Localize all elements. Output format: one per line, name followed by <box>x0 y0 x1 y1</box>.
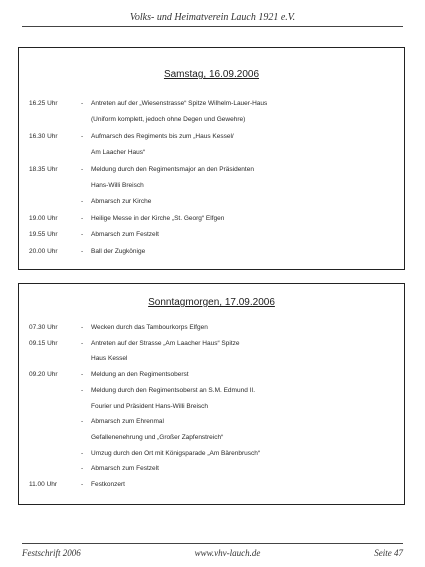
schedule-entry <box>29 227 398 243</box>
schedule-entry <box>29 178 398 194</box>
entry-text: Ball der Zugkönige <box>91 247 146 255</box>
entry-text: Festkonzert <box>91 481 125 489</box>
schedule-entry <box>29 430 398 446</box>
entry-text: Fourier und Präsident Hans-Willi Breisch <box>91 402 209 410</box>
entry-time: 16.30 Uhr <box>29 132 58 140</box>
entry-dash: - <box>81 324 84 331</box>
schedule-entry <box>29 244 398 260</box>
saturday-schedule-box <box>18 47 405 270</box>
schedule-entry <box>29 129 398 145</box>
entry-text: Wecken durch das Tambourkorps Elfgen <box>91 324 208 331</box>
schedule-entry <box>29 446 398 462</box>
entry-dash: - <box>81 100 84 107</box>
footer-publication: Festschrift 2006 <box>22 548 81 558</box>
entry-text: Umzug durch den Ort mit Königsparade „Am Bärenbrusch“ <box>91 449 261 457</box>
entry-text: Antreten auf der Strasse „Am Laacher Haus“ Spitze <box>91 339 240 347</box>
schedule-entry <box>29 145 398 161</box>
entry-dash: - <box>81 481 84 489</box>
entry-dash: - <box>81 132 84 140</box>
entry-dash: - <box>81 465 84 473</box>
entry-text: Hans-Willi Breisch <box>91 182 144 190</box>
entry-dash: - <box>81 165 84 173</box>
schedule-entry <box>29 351 398 367</box>
entry-text: Meldung an den Regimentsoberst <box>91 371 189 379</box>
saturday-schedule-list <box>29 96 398 260</box>
page-header: Volks- und Heimatverein Lauch 1921 e.V. <box>22 12 403 27</box>
entry-time: 19.55 Uhr <box>29 231 58 239</box>
entry-text: Abmarsch zum Festzelt <box>91 231 159 239</box>
saturday-title: Samstag, 16.09.2006 <box>163 69 260 80</box>
entry-time: 09.20 Uhr <box>29 371 58 379</box>
schedule-entry <box>29 367 398 383</box>
entry-dash: - <box>81 386 84 394</box>
entry-text: Am Laacher Haus“ <box>91 149 146 157</box>
schedule-entry <box>29 477 398 493</box>
footer-page-number: Seite 47 <box>374 548 403 558</box>
sunday-title: Sonntagmorgen, 17.09.2006 <box>148 297 275 308</box>
schedule-entry <box>29 399 398 415</box>
entry-dash: - <box>81 449 84 457</box>
entry-text: (Uniform komplett, jedoch ohne Degen und Gewehre) <box>91 116 246 124</box>
entry-time: 20.00 Uhr <box>29 247 58 255</box>
page-footer <box>22 543 403 558</box>
schedule-entry <box>29 112 398 128</box>
schedule-entry <box>29 162 398 178</box>
entry-text: Meldung durch den Regimentsmajor an den Präsidenten <box>91 165 254 173</box>
entry-dash: - <box>81 247 84 255</box>
entry-time: 09.15 Uhr <box>29 339 58 347</box>
entry-text: Antreten auf der „Wiesenstrasse“ Spitze Wilhelm-Lauer-Haus <box>91 100 268 107</box>
entry-dash: - <box>81 231 84 239</box>
sunday-schedule-list <box>29 320 398 493</box>
schedule-entry <box>29 194 398 210</box>
entry-dash: - <box>81 198 84 206</box>
entry-dash: - <box>81 214 84 222</box>
schedule-entry <box>29 336 398 352</box>
entry-time: 07.30 Uhr <box>29 324 58 331</box>
entry-dash: - <box>81 371 84 379</box>
entry-text: Gefallenenehrung und „Großer Zapfenstreich“ <box>91 433 224 441</box>
entry-text: Aufmarsch des Regiments bis zum „Haus Kessel/ <box>91 132 234 140</box>
sunday-schedule-box <box>18 283 405 505</box>
schedule-entry <box>29 96 398 112</box>
entry-text: Abmarsch zum Ehrenmal <box>91 418 164 426</box>
entry-time: 16.25 Uhr <box>29 100 58 107</box>
entry-dash: - <box>81 418 84 426</box>
entry-dash: - <box>81 339 84 347</box>
entry-text: Heilige Messe in der Kirche „St. Georg“ Elfgen <box>91 214 225 222</box>
entry-text: Meldung durch den Regimentsoberst an S.M. Edmund II. <box>91 386 256 394</box>
schedule-entry <box>29 320 398 336</box>
schedule-entry <box>29 461 398 477</box>
entry-time: 11.00 Uhr <box>29 481 58 489</box>
schedule-entry <box>29 414 398 430</box>
entry-time: 18.35 Uhr <box>29 165 58 173</box>
entry-text: Abmarsch zum Festzelt <box>91 465 159 473</box>
entry-text: Abmarsch zur Kirche <box>91 198 152 206</box>
footer-website: www.vhv-lauch.de <box>194 548 261 558</box>
schedule-entry <box>29 211 398 227</box>
entry-time: 19.00 Uhr <box>29 214 58 222</box>
entry-text: Haus Kessel <box>91 355 128 363</box>
schedule-entry <box>29 383 398 399</box>
